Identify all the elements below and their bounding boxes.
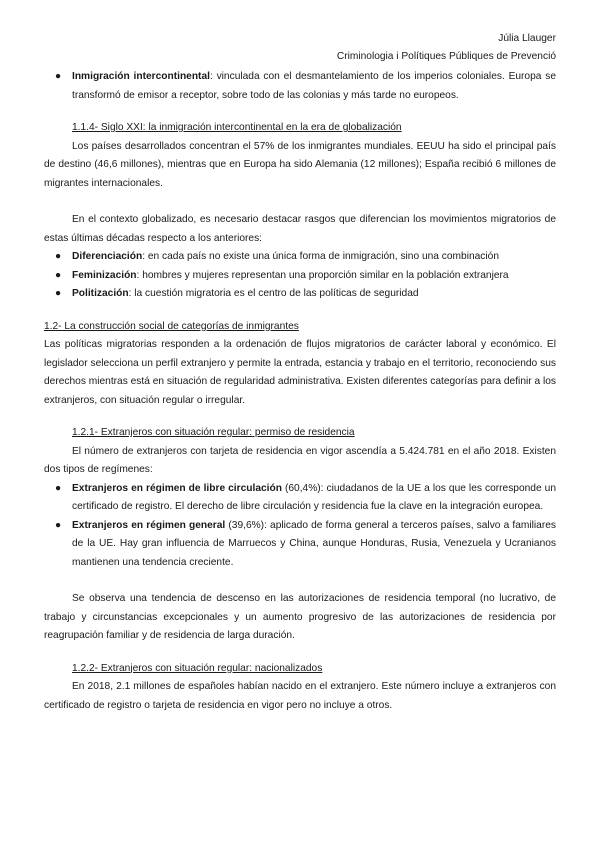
- bullet-text: : la cuestión migratoria es el centro de las políticas de seguridad: [128, 288, 419, 299]
- paragraph: Se observa una tendencia de descenso en las autorizaciones de residencia temporal (no lucrativo, de trabajo y circunstancias excepcionales y un aumento progresivo de las autorizaciones de residencia por reagrupación familiar y de residencia de larga duración.: [44, 593, 556, 641]
- list-item: [44, 68, 556, 105]
- list-item: [44, 517, 556, 573]
- section-heading-1-2-2: 1.2.2- Extranjeros con situación regular: nacionalizados: [72, 662, 323, 674]
- list-item: [44, 267, 556, 286]
- paragraph: En 2018, 2.1 millones de españoles habían nacido en el extranjero. Este número incluye a extranjeros con certificado de registro o tarjeta de residencia en vigor pero no incluye a otros.: [44, 681, 556, 711]
- paragraph: Los países desarrollados concentran el 57% de los inmigrantes mundiales. EEUU ha sido el principal país de destino (46,6 millones), mientras que en Europa ha sido Alemania (12 millones); España recibió 6 millones de migrantes internacionales.: [44, 140, 556, 189]
- bullet-pct: (39,6%): [225, 519, 265, 531]
- bullet-text: : aplicado de forma general a terceros países, salvo a familiares de la UE. Hay gran influencia de Marruecos y China, aunque Honduras, Rusia, Venezuela y Ucranianos mantienen una tendencia creciente.: [72, 519, 556, 568]
- document-page: [44, 30, 556, 715]
- regimes-list: [44, 480, 556, 573]
- page-header: [44, 30, 556, 66]
- course-title: Criminologia i Polítiques Públiques de Prevenció: [336, 51, 556, 62]
- bullet-term: Inmigración intercontinental: [72, 71, 210, 82]
- intro-list: [44, 68, 556, 105]
- author-name: Júlia Llauger: [498, 33, 556, 44]
- section-heading-1-2-1: 1.2.1- Extranjeros con situación regular: permiso de residencia: [72, 427, 355, 438]
- paragraph: En el contexto globalizado, es necesario destacar rasgos que diferencian los movimientos migratorios de estas últimas décadas respecto a los anteriores:: [44, 214, 556, 244]
- bullet-icon: ●: [55, 519, 62, 531]
- bullet-text: : ciudadanos de la UE a los que les corresponde un certificado de registro. El derecho de libre circulación y residencia fue la clave en la integración europea.: [72, 482, 556, 512]
- bullet-icon: ●: [55, 251, 62, 262]
- list-item: [44, 248, 556, 267]
- bullet-term: Extranjeros en régimen de libre circulación: [72, 482, 282, 494]
- section-heading-1-1-4: 1.1.4- Siglo XXI: la inmigración intercontinental en la era de globalización: [72, 122, 402, 133]
- bullet-icon: ●: [55, 269, 62, 281]
- bullet-term: Diferenciación: [72, 251, 143, 262]
- list-item: [44, 480, 556, 517]
- bullet-text: : en cada país no existe una única forma de inmigración, sino una combinación: [142, 251, 499, 262]
- bullet-icon: ●: [55, 71, 62, 82]
- bullet-icon: ●: [55, 288, 62, 299]
- bullet-term: Feminización: [72, 269, 137, 281]
- features-list: [44, 248, 556, 304]
- bullet-pct: (60,4%): [281, 482, 321, 494]
- section-heading-1-2: 1.2- La construcción social de categorías de inmigrantes: [44, 320, 299, 332]
- bullet-text: : hombres y mujeres representan una proporción similar en la población extranjera: [136, 269, 509, 281]
- bullet-text: : vinculada con el desmantelamiento de los imperios coloniales. Europa se transformó de emisor a receptor, sobre todo de las colonias y más tarde no europeos.: [72, 71, 556, 101]
- paragraph: El número de extranjeros con tarjeta de residencia en vigor ascendía a 5.424.781 en el año 2018. Existen dos tipos de regímenes:: [44, 445, 556, 475]
- bullet-term: Extranjeros en régimen general: [72, 519, 226, 531]
- bullet-icon: ●: [55, 482, 62, 494]
- paragraph: Las políticas migratorias responden a la ordenación de flujos migratorios de carácter laboral y económico. El legislador selecciona un perfil extranjero y permite la entrada, estancia y trabajo en el territorio, reconociendo sus derechos mientras está en situación de regularidad administrativa. Existen diferentes categorías para definir a los extranjeros, con situación regular o irregular.: [44, 339, 556, 406]
- bullet-term: Politización: [72, 288, 129, 299]
- list-item: [44, 285, 556, 304]
